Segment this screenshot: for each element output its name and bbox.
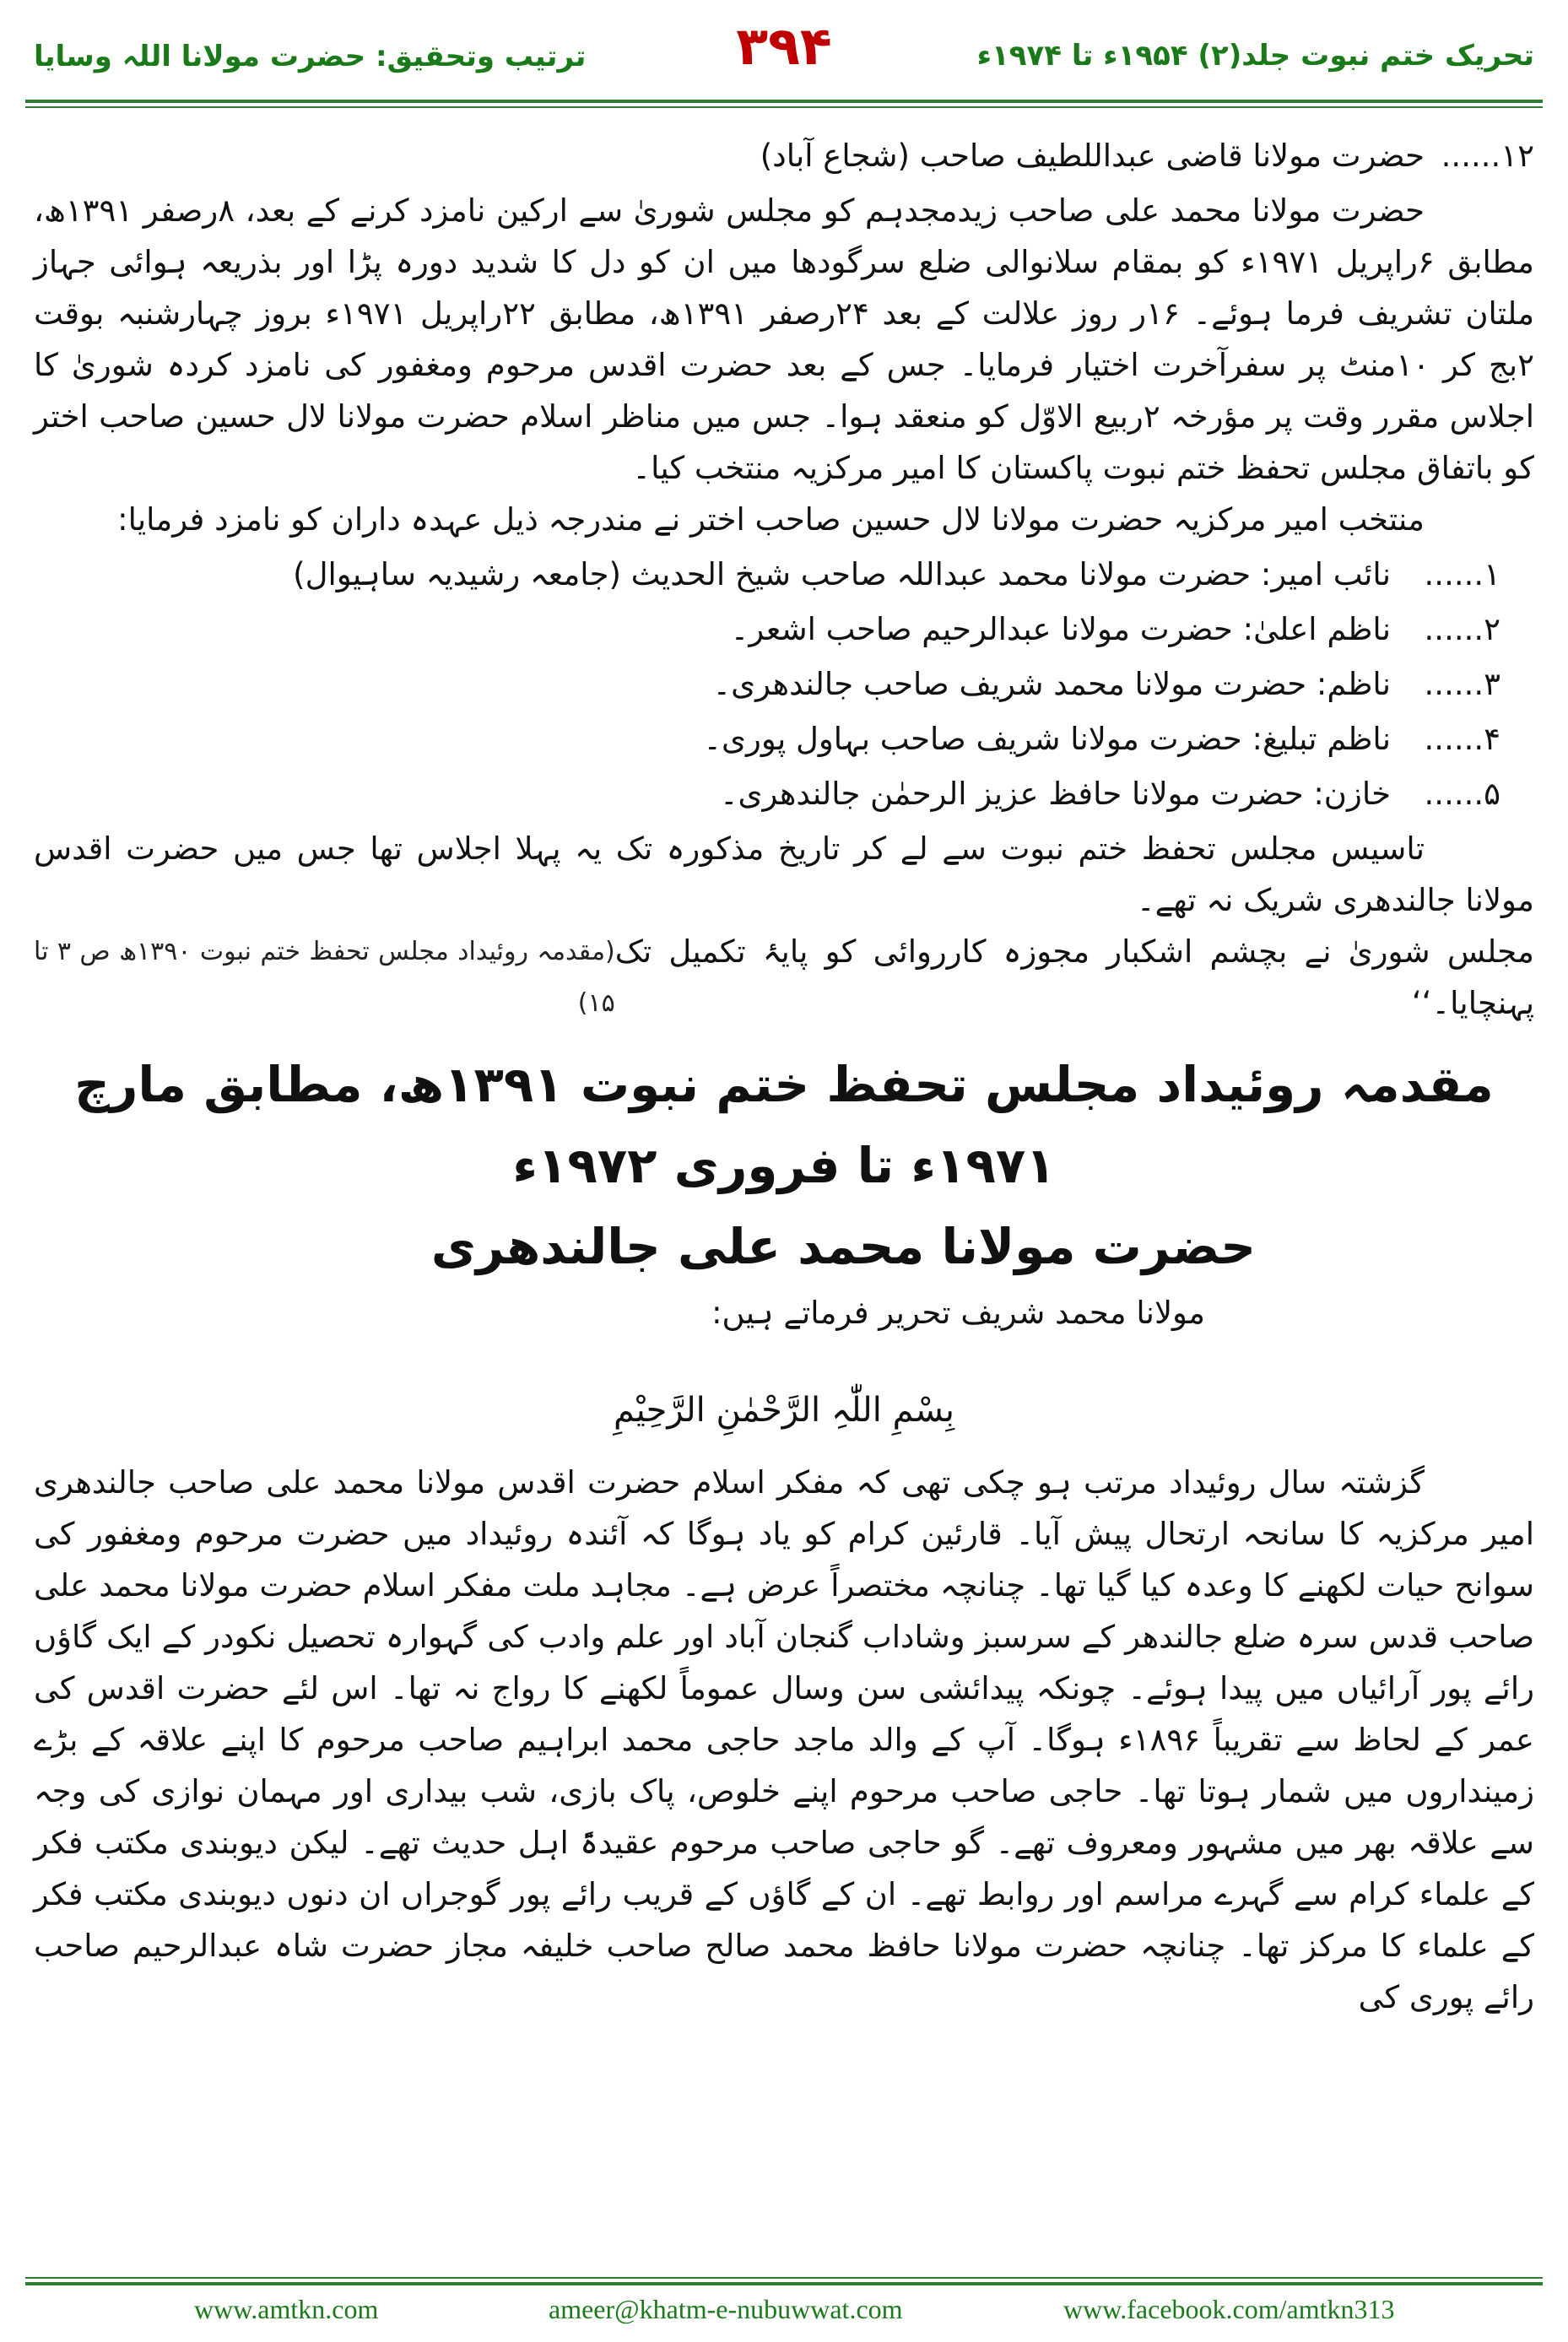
list-text: حضرت مولانا قاضی عبداللطیف صاحب (شجاع آباد) [760,138,1425,174]
officer-item [34,768,1534,819]
officers-list [34,549,1534,819]
list-number: ۵...... [1424,776,1500,812]
header-divider-thin [25,106,1543,108]
list-text: خازن: حضرت مولانا حافظ عزیز الرحمٰن جالندھری۔ [719,776,1391,812]
list-number: ۱۲...... [1441,138,1534,174]
list-number: ۲...... [1424,611,1500,647]
page-header [25,15,1543,91]
list-text: ناظم تبلیغ: حضرت مولانا شریف صاحب بہاول پوری۔ [703,721,1391,757]
list-number: ۱...... [1424,556,1500,592]
footer-divider-thick [25,2282,1543,2285]
page-footer [25,2289,1543,2331]
officer-item [34,603,1534,655]
bismillah: بِسْمِ اللّٰہِ الرَّحْمٰنِ الرَّحِیْمِ [613,1391,955,1430]
closing-line [34,926,1534,1029]
byline: مولانا محمد شریف تحریر فرماتے ہیں: [711,1295,1205,1331]
section-title: مقدمہ روئیداد مجلس تحفظ ختم نبوت ۱۳۹۱ھ، مطابق مارچ ۱۹۷۱ء تا فروری ۱۹۷۲ء [74,1056,1494,1194]
list-text: نائب امیر: حضرت مولانا محمد عبداللہ صاحب شیخ الحدیث (جامعہ رشیدیہ ساہیوال) [293,556,1391,592]
compiler-credit: ترتیب وتحقیق: حضرت مولانا اللہ وسایا [34,40,587,73]
paragraph-2: منتخب امیر مرکزیہ حضرت مولانا لال حسین صاحب اختر نے مندرجہ ذیل عہدہ داران کو نامزد فرمایا: [117,501,1425,538]
paragraph-1: حضرت مولانا محمد علی صاحب زیدمجدہم کو مجلس شوریٰ سے ارکین نامزد کرنے کے بعد، ۸رصفر ۱۳۹۱ھ، مطابق ۶راپریل ۱۹۷۱ء کو بمقام سلانوالی ضلع سرگودھا میں ان کو دل کا شدید دورہ پڑا اور بذریعہ ہوائی جہاز ملتان تشریف فرما ہوئے۔ ۱۶ر روز علالت کے بعد ۲۴رصفر ۱۳۹۱ھ، مطابق ۲۲راپریل ۱۹۷۱ء بروز چہارشنبہ بوقت ۲بج کر ۱۰منٹ پر سفرآخرت اختیار فرمایا۔ جس کے بعد حضرت اقدس مرحوم ومغفور کی نامزد کردہ شوریٰ کا اجلاس مقرر وقت پر مؤرخہ ۲ربیع الاوّل کو منعقد ہوا۔ جس میں مناظر اسلام حضرت مولانا لال حسین صاحب اختر کو باتفاق مجلس تحفظ ختم نبوت پاکستان کا امیر مرکزیہ منتخب کیا۔ [34,192,1535,486]
email-link[interactable]: ameer@khatm-e-nubuwwat.com [549,2294,903,2324]
header-divider-thick [25,100,1543,103]
footer-divider-thin [25,2277,1543,2279]
page-content [34,127,1534,2023]
section-subtitle: حضرت مولانا محمد علی جالندھری [430,1218,1256,1275]
paragraph-5: گزشتہ سال روئیداد مرتب ہو چکی تھی کہ مفکر اسلام حضرت اقدس مولانا محمد علی صاحب جالندھری امیر مرکزیہ کا سانحہ ارتحال پیش آیا۔ قارئین کرام کو یاد ہوگا کہ آئندہ روئیداد میں حضرت مرحوم ومغفور کی سوانح حیات لکھنے کا وعدہ کیا گیا تھا۔ چنانچہ مختصراً عرض ہے۔ مجاہد ملت مفکر اسلام حضرت مولانا محمد علی صاحب قدس سرہ ضلع جالندھر کے سرسبز وشاداب گنجان آباد اور علم وادب کی گہوارہ تحصیل نکودر کے ایک گاؤں رائے پور آرائیاں میں پیدا ہوئے۔ چونکہ پیدائشی سن وسال عموماً لکھنے کا رواج نہ تھا۔ اس لئے حضرت اقدس کی عمر کے لحاظ سے تقریباً ۱۸۹۶ء ہوگا۔ آپ کے والد ماجد حاجی محمد ابراہیم صاحب مرحوم کا اپنے علاقہ کے بڑے زمینداروں میں شمار ہوتا تھا۔ حاجی صاحب مرحوم اپنے خلوص، پاک بازی، شب بیداری اور مہمان نوازی کی وجہ سے علاقہ بھر میں مشہور ومعروف تھے۔ گو حاجی صاحب مرحوم عقیدۃً اہل حدیث تھے۔ لیکن دیوبندی مکتب فکر کے علماء کرام سے گہرے مراسم اور روابط تھے۔ ان کے گاؤں کے قریب رائے پور گوجراں ان دنوں دیوبندی مکتب فکر کے علماء کا مرکز تھا۔ چنانچہ حضرت مولانا حافظ محمد صالح صاحب خلیفہ مجاز حضرت شاہ عبدالرحیم صاحب رائے پوری کی [34,1464,1535,2015]
list-text: ناظم: حضرت مولانا محمد شریف صاحب جالندھری۔ [712,666,1391,702]
officer-item [34,549,1534,600]
officer-item [34,713,1534,765]
paragraph-3: تاسیس مجلس تحفظ ختم نبوت سے لے کر تاریخ مذکورہ تک یہ پہلا اجلاس تھا جس میں حضرت اقدس مولانا جالندھری شریک نہ تھے۔ [34,830,1534,918]
list-item-12 [34,130,1534,181]
list-number: ۴...... [1424,721,1500,757]
reference-citation: (مقدمہ روئیداد مجلس تحفظ ختم نبوت ۱۳۹۰ھ ص ۳ تا ۱۵) [34,937,615,1018]
page-number: ۳۹۴ [736,15,832,77]
list-number: ۳...... [1424,666,1500,702]
officer-item [34,658,1534,710]
paragraph-4: مجلس شوریٰ نے بچشم اشکبار مجوزہ کارروائی کو پایۂ تکمیل تک پہنچایا۔‘‘ [614,933,1534,1021]
facebook-link[interactable]: www.facebook.com/amtkn313 [1063,2294,1395,2324]
list-text: ناظم اعلیٰ: حضرت مولانا عبدالرحیم صاحب اشعر۔ [730,611,1391,647]
website-link[interactable]: www.amtkn.com [194,2294,379,2324]
book-title: تحریک ختم نبوت جلد(۲) ۱۹۵۴ء تا ۱۹۷۴ء [976,39,1534,73]
